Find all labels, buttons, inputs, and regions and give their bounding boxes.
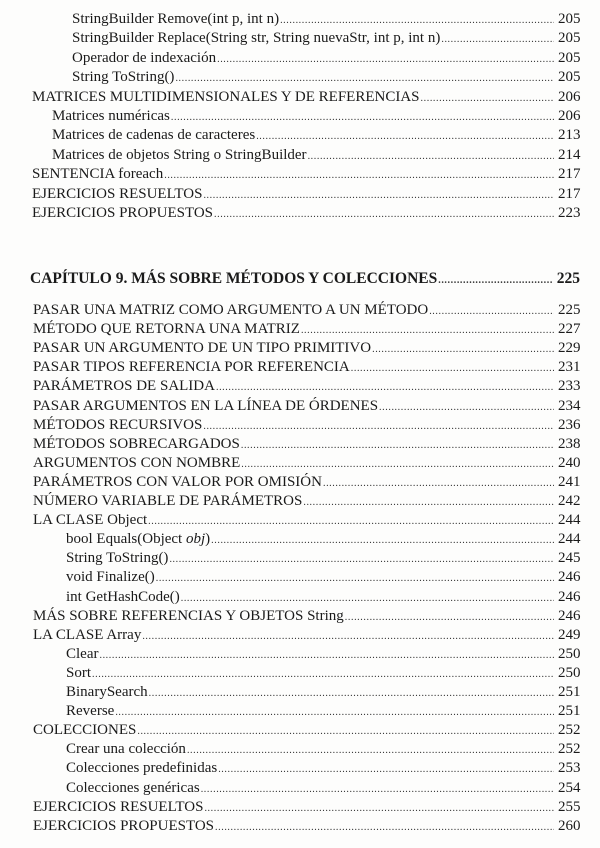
toc-entry (66, 549, 580, 567)
dot-leader (201, 781, 554, 799)
toc-entry-title: NÚMERO VARIABLE DE PARÁMETROS (33, 493, 303, 509)
dot-leader (211, 532, 554, 550)
toc-entry-page: 251 (558, 703, 581, 720)
toc-entry-page: 253 (558, 760, 581, 777)
toc-entry-title: String ToString() (72, 69, 175, 86)
toc-entry-title: BinarySearch (66, 684, 148, 700)
dot-leader (204, 800, 554, 818)
toc-entry-title: PARÁMETROS DE SALIDA (33, 378, 215, 395)
toc-entry (66, 664, 580, 682)
dot-leader (345, 609, 554, 627)
dot-leader (216, 379, 554, 397)
toc-entry-page: 254 (558, 779, 581, 796)
dot-leader (137, 723, 554, 741)
toc-entry (33, 397, 580, 415)
dot-leader (308, 148, 554, 166)
dot-leader (441, 31, 554, 49)
toc-entry-title: Clear (66, 645, 99, 662)
toc-entry (33, 817, 580, 835)
dot-leader (215, 819, 554, 837)
toc-entry-title: bool Equals(Object obj) (66, 531, 211, 548)
toc-entry-page: 245 (558, 550, 581, 567)
toc-entry-page: 260 (558, 817, 581, 834)
dot-leader (438, 272, 552, 290)
toc-entry-title: MÉTODOS RECURSIVOS (33, 416, 203, 433)
toc-entry-title: MÉTODO QUE RETORNA UNA MATRIZ (33, 321, 300, 338)
dot-leader (171, 109, 554, 127)
toc-entry-page: 242 (558, 493, 581, 509)
toc-entry-title: LA CLASE Array (33, 626, 142, 643)
toc-entry-page: 233 (558, 378, 581, 395)
toc-entry-page: 214 (558, 146, 581, 163)
toc-entry-page: 240 (558, 454, 581, 471)
toc-entry-title: Matrices numéricas (52, 108, 170, 124)
toc-entry-page: 250 (558, 645, 581, 662)
toc-entry (33, 301, 580, 319)
toc-entry (52, 146, 580, 164)
toc-entry-title: Matrices de cadenas de caracteres (52, 127, 256, 144)
toc-entry-page: 246 (558, 588, 581, 605)
toc-entry (66, 740, 580, 758)
toc-entry-page: 246 (558, 569, 581, 586)
toc-entry (72, 10, 580, 28)
toc-entry (72, 49, 580, 67)
toc-entry (33, 454, 580, 472)
toc-entry-page: 241 (558, 473, 581, 490)
toc-entry (66, 568, 580, 586)
dot-leader (323, 475, 554, 493)
toc-entry-title: COLECCIONES (33, 722, 137, 739)
toc-entry-page: 250 (558, 664, 581, 681)
dot-leader (241, 437, 554, 455)
toc-entry (66, 759, 580, 777)
toc-entry (33, 798, 580, 816)
toc-entry-title: Crear una colección (66, 741, 186, 758)
toc-entry (72, 29, 580, 47)
toc-entry-page: 205 (558, 30, 581, 47)
toc-entry-page: 234 (558, 397, 581, 414)
toc-entry-title: void Finalize() (66, 569, 155, 586)
toc-entry (52, 107, 580, 125)
dot-leader (203, 187, 554, 205)
toc-entry (33, 492, 580, 510)
dot-leader (169, 551, 554, 569)
toc-entry (66, 779, 580, 797)
toc-entry-title: PARÁMETROS CON VALOR POR OMISIÓN (33, 473, 322, 490)
dot-leader (217, 51, 554, 69)
dot-leader (142, 628, 554, 646)
toc-entry-title: MÉTODOS SOBRECARGADOS (33, 435, 240, 452)
dot-leader (218, 761, 554, 779)
dot-leader (301, 322, 554, 340)
toc-entry-page: 223 (558, 205, 581, 221)
toc-entry-title: String ToString() (66, 550, 169, 567)
dot-leader (241, 456, 554, 474)
dot-leader (99, 647, 554, 665)
toc-entry-title: PASAR ARGUMENTOS EN LA LÍNEA DE ÓRDENES (33, 397, 379, 414)
toc-entry-page: 252 (558, 741, 581, 758)
toc-entry (33, 511, 580, 529)
toc-entry-title: MATRICES MULTIDIMENSIONALES Y DE REFERENCIAS (32, 88, 420, 105)
toc-entry-page: 251 (558, 684, 581, 700)
dot-leader (203, 418, 554, 436)
toc-entry-title: Colecciones predefinidas (66, 760, 218, 777)
dot-leader (181, 590, 554, 608)
toc-entry (32, 204, 580, 222)
toc-entry-page: 227 (558, 321, 581, 338)
toc-entry-title: EJERCICIOS RESUELTOS (32, 185, 203, 202)
toc-entry-title: EJERCICIOS RESUELTOS (33, 798, 204, 815)
dot-leader (149, 685, 554, 703)
toc-entry (72, 68, 580, 86)
toc-entry (66, 645, 580, 663)
toc-entry (32, 165, 580, 183)
toc-entry-title: LA CLASE Object (33, 512, 148, 529)
chapter-title: CAPÍTULO 9. MÁS SOBRE MÉTODOS Y COLECCIONES (30, 270, 438, 287)
toc-entry (33, 473, 580, 491)
dot-leader (256, 128, 554, 146)
toc-entry-title: StringBuilder Replace(String str, String nuevaStr, int p, int n) (72, 30, 441, 47)
dot-leader (303, 494, 554, 512)
dot-leader (421, 90, 554, 108)
toc-entry (66, 702, 580, 720)
toc-entry (33, 416, 580, 434)
dot-leader (379, 399, 554, 417)
toc-entry (32, 185, 580, 203)
toc-entry (33, 377, 580, 395)
dot-leader (175, 70, 554, 88)
toc-entry-page: 231 (558, 359, 581, 376)
toc-entry-page: 236 (558, 416, 581, 433)
toc-entry (66, 530, 580, 548)
toc-entry-page: 252 (558, 722, 581, 739)
toc-entry (33, 626, 580, 644)
toc-entry (33, 358, 580, 376)
toc-entry (33, 435, 580, 453)
dot-leader (429, 303, 554, 321)
toc-entry (66, 588, 580, 606)
chapter-heading (30, 270, 580, 288)
toc-entry (33, 607, 580, 625)
toc-entry-page: 213 (558, 127, 581, 144)
toc-entry-title: PASAR TIPOS REFERENCIA POR REFERENCIA (33, 359, 350, 376)
toc-entry (33, 320, 580, 338)
toc-entry-title: int GetHashCode() (66, 588, 180, 605)
dot-leader (214, 206, 554, 224)
toc-entry-title: ARGUMENTOS CON NOMBRE (33, 454, 241, 471)
toc-entry-title: Matrices de objetos String o StringBuilder (52, 146, 307, 163)
toc-entry-page: 206 (558, 88, 581, 105)
toc-entry (33, 339, 580, 357)
toc-entry-page: 229 (558, 340, 581, 357)
toc-entry-title: MÁS SOBRE REFERENCIAS Y OBJETOS String (33, 607, 344, 624)
toc-entry-page: 244 (558, 531, 581, 548)
dot-leader (351, 360, 554, 378)
toc-entry-page: 217 (558, 166, 581, 183)
toc-entry (32, 88, 580, 106)
toc-entry-title: EJERCICIOS PROPUESTOS (32, 205, 214, 221)
toc-entry-title: Colecciones genéricas (66, 779, 200, 796)
toc-entry-page: 225 (558, 302, 581, 318)
toc-entry-page: 255 (558, 798, 581, 815)
toc-entry (33, 721, 580, 739)
toc-entry (66, 683, 580, 701)
dot-leader (280, 12, 554, 30)
dot-leader (148, 513, 554, 531)
toc-entry-page: 217 (558, 185, 581, 202)
dot-leader (156, 570, 554, 588)
toc-entry-title: Sort (66, 664, 92, 681)
toc-entry-page: 206 (558, 108, 581, 124)
toc-entry-page: 205 (558, 49, 581, 66)
toc-entry-page: 205 (558, 11, 581, 27)
toc-entry-title: EJERCICIOS PROPUESTOS (33, 817, 215, 834)
dot-leader (164, 167, 554, 185)
chapter-page: 225 (556, 270, 580, 287)
toc-entry-page: 205 (558, 69, 581, 86)
toc-entry-page: 249 (558, 626, 581, 643)
toc-entry-page: 246 (558, 607, 581, 624)
dot-leader (187, 742, 554, 760)
toc-entry-title: Reverse (66, 703, 115, 720)
toc-entry-title: PASAR UN ARGUMENTO DE UN TIPO PRIMITIVO (33, 340, 372, 357)
toc-entry (52, 126, 580, 144)
dot-leader (92, 666, 554, 684)
toc-entry-title: SENTENCIA foreach (32, 166, 164, 183)
toc-entry-page: 238 (558, 435, 581, 452)
dot-leader (115, 704, 554, 722)
toc-entry-page: 244 (558, 512, 581, 529)
toc-entry-title: Operador de indexación (72, 49, 217, 66)
toc-entry-title: PASAR UNA MATRIZ COMO ARGUMENTO A UN MÉTODO (33, 302, 429, 318)
toc-entry-title: StringBuilder Remove(int p, int n) (72, 11, 280, 27)
dot-leader (372, 341, 554, 359)
